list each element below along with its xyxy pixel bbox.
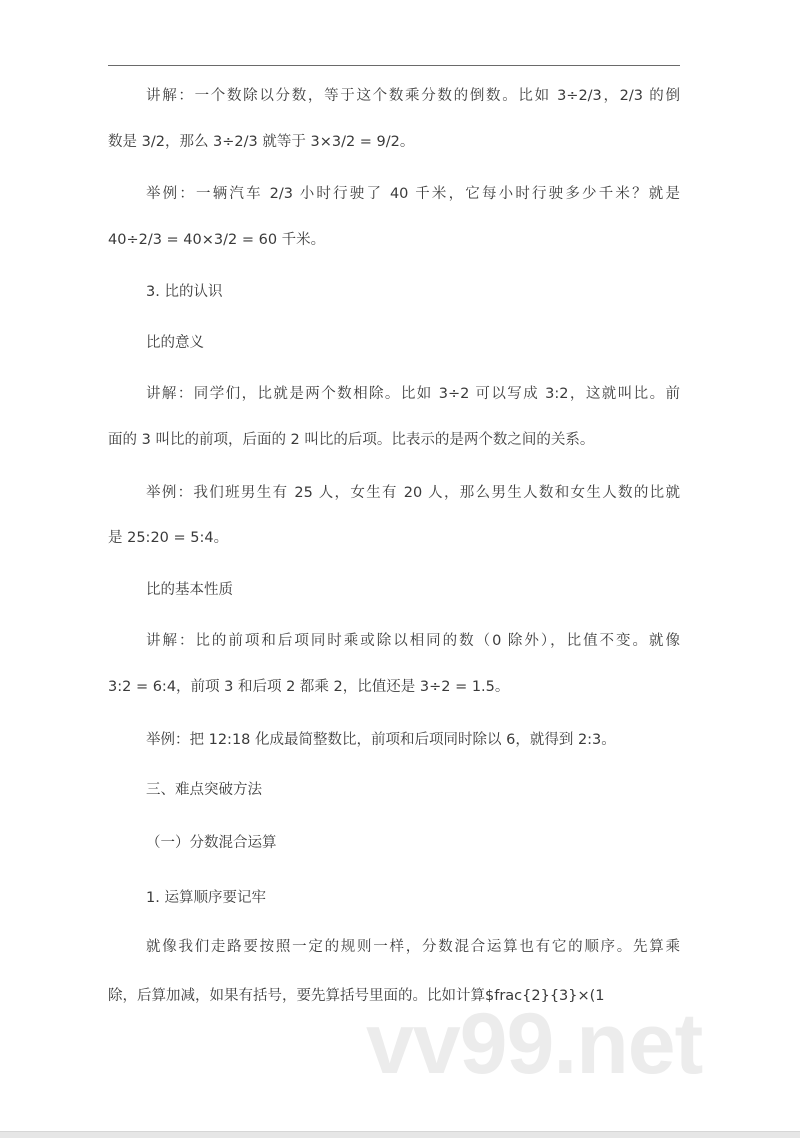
paragraph-line: 讲解：一个数除以分数，等于这个数乘分数的倒数。比如 3÷2/3，2/3 的倒 [146, 88, 680, 104]
paragraph-line: 讲解：比的前项和后项同时乘或除以相同的数（0 除外），比值不变。就像 [146, 633, 680, 649]
paragraph-line: 除，后算加减，如果有括号，要先算括号里面的。比如计算$frac{2}{3}×(1 [108, 988, 605, 1004]
paragraph-line: 举例：一辆汽车 2/3 小时行驶了 40 千米，它每小时行驶多少千米？就是 [146, 186, 680, 202]
paragraph-line: 就像我们走路要按照一定的规则一样，分数混合运算也有它的顺序。先算乘 [146, 939, 680, 955]
section-heading: 3. 比的认识 [146, 284, 223, 300]
subheading: 1. 运算顺序要记牢 [146, 890, 266, 906]
paragraph-line: 举例：把 12:18 化成最简整数比，前项和后项同时除以 6，就得到 2:3。 [146, 732, 616, 748]
subheading: （一）分数混合运算 [146, 835, 277, 851]
paragraph-line: 数是 3/2，那么 3÷2/3 就等于 3×3/2 = 9/2。 [108, 134, 415, 150]
paragraph-line: 3:2 = 6:4，前项 3 和后项 2 都乘 2，比值还是 3÷2 = 1.5。 [108, 679, 510, 695]
watermark: vv99.net [366, 996, 703, 1092]
paragraph-line: 面的 3 叫比的前项，后面的 2 叫比的后项。比表示的是两个数之间的关系。 [108, 432, 595, 448]
subheading: 比的基本性质 [146, 582, 233, 598]
subheading: 比的意义 [146, 335, 204, 351]
section-heading: 三、难点突破方法 [146, 782, 262, 798]
paragraph-line: 40÷2/3 = 40×3/2 = 60 千米。 [108, 232, 326, 248]
header-rule [108, 65, 680, 66]
paragraph-line: 是 25:20 = 5:4。 [108, 530, 229, 546]
paragraph-line: 举例：我们班男生有 25 人，女生有 20 人，那么男生人数和女生人数的比就 [146, 485, 680, 501]
paragraph-line: 讲解：同学们，比就是两个数相除。比如 3÷2 可以写成 3:2，这就叫比。前 [146, 386, 680, 402]
